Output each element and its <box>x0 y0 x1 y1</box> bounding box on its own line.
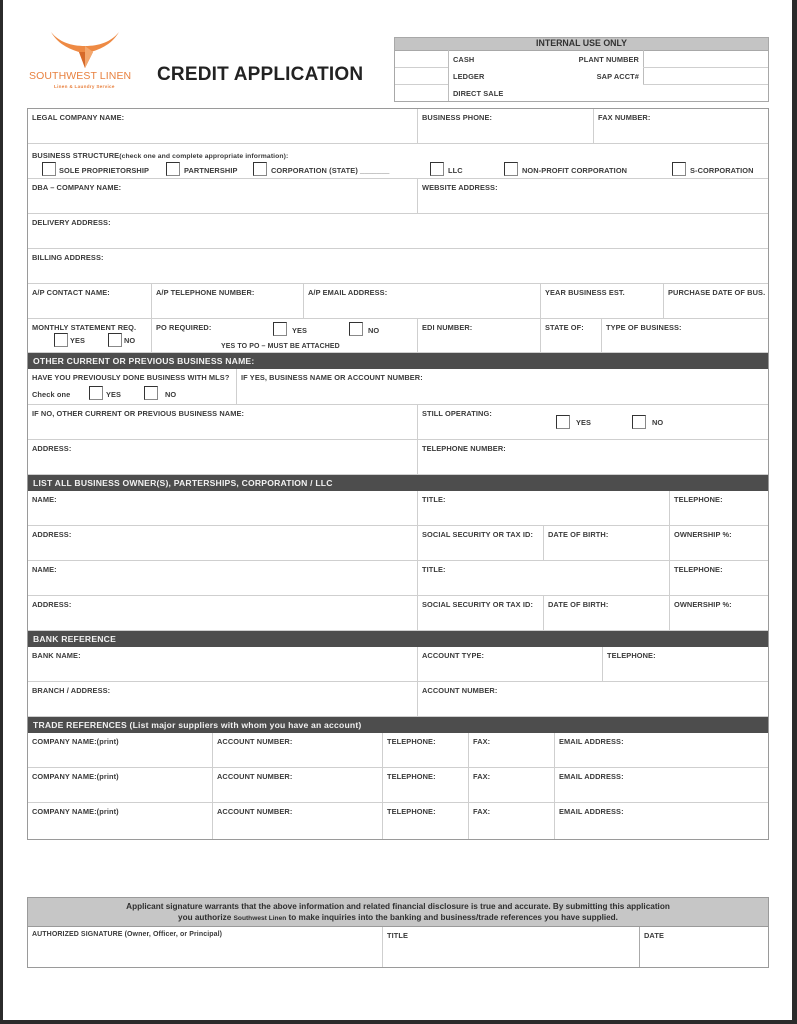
trade-3-account-number-field[interactable]: ACCOUNT NUMBER: <box>213 803 383 839</box>
internal-use-heading: INTERNAL USE ONLY <box>395 38 768 51</box>
po-required-no-checkbox[interactable] <box>349 322 363 336</box>
authorized-signature-field[interactable]: AUTHORIZED SIGNATURE (Owner, Officer, or Principal) <box>28 927 383 967</box>
disclaimer-line-2: you authorize Southwest Linen to make inquiries into the banking and business/trade references you have supplied. <box>178 912 618 922</box>
po-note: YES TO PO – MUST BE ATTACHED <box>221 343 340 350</box>
dba-company-name-field[interactable]: DBA – COMPANY NAME: <box>28 179 418 214</box>
logo-name: SOUTHWEST LINEN <box>29 70 132 82</box>
sap-acct-input[interactable] <box>644 68 768 84</box>
business-structure-label: BUSINESS STRUCTURE(check one and complete appropriate information): <box>32 151 289 160</box>
owner-1-title-field[interactable]: TITLE: <box>418 491 670 526</box>
business-phone-field[interactable]: BUSINESS PHONE: <box>418 109 594 144</box>
trade-2-fax-field[interactable]: FAX: <box>469 768 555 803</box>
bank-telephone-field[interactable]: TELEPHONE: <box>603 647 768 682</box>
disclaimer <box>28 898 768 927</box>
owner-2-telephone-field[interactable]: TELEPHONE: <box>670 561 768 596</box>
trade-1-fax-field[interactable]: FAX: <box>469 733 555 768</box>
monthly-statement-yes-checkbox[interactable] <box>54 333 68 347</box>
plant-number-label: PLANT NUMBER <box>578 55 639 64</box>
still-operating-yes-checkbox[interactable] <box>556 415 570 429</box>
trade-3-company-name-field[interactable]: COMPANY NAME:(print) <box>28 803 213 839</box>
other-business-address-field[interactable]: ADDRESS: <box>28 440 418 475</box>
billing-address-field[interactable]: BILLING ADDRESS: <box>28 249 768 284</box>
trade-3-fax-field[interactable]: FAX: <box>469 803 555 839</box>
monthly-statement-section: MONTHLY STATEMENT REQ. YES NO <box>28 319 152 353</box>
purchase-date-field[interactable]: PURCHASE DATE OF BUS. <box>664 284 768 319</box>
website-address-field[interactable]: WEBSITE ADDRESS: <box>418 179 768 214</box>
fax-number-field[interactable]: FAX NUMBER: <box>594 109 768 144</box>
s-corporation-checkbox[interactable] <box>672 162 686 176</box>
previous-business-section: HAVE YOU PREVIOUSLY DONE BUSINESS WITH MLS? Check one YES NO <box>28 369 237 405</box>
owner-1-dob-field[interactable]: DATE OF BIRTH: <box>544 526 670 561</box>
owner-1-name-field[interactable]: NAME: <box>28 491 418 526</box>
owner-2-ownership-field[interactable]: OWNERSHIP %: <box>670 596 768 631</box>
trade-references-heading: TRADE REFERENCES (List major suppliers with whom you have an account) <box>28 717 768 733</box>
owners-heading: LIST ALL BUSINESS OWNER(S), PARTERSHIPS, CORPORATION / LLC <box>28 475 768 491</box>
credit-application-page <box>3 0 792 1020</box>
sap-acct-label: SAP ACCT# <box>596 72 639 81</box>
sole-proprietorship-checkbox[interactable] <box>42 162 56 176</box>
business-structure-section: BUSINESS STRUCTURE(check one and complete appropriate information): SOLE PROPRIETORSHIP PARTNERSHIP CORPORATION (STATE) _______ LLC NON-PROFIT CORPORATION S-CORPORATION <box>28 144 768 179</box>
owner-2-title-field[interactable]: TITLE: <box>418 561 670 596</box>
bank-account-number-field[interactable]: ACCOUNT NUMBER: <box>418 682 768 717</box>
ap-telephone-field[interactable]: A/P TELEPHONE NUMBER: <box>152 284 304 319</box>
trade-1-email-field[interactable]: EMAIL ADDRESS: <box>555 733 768 768</box>
cash-label: CASH <box>453 55 475 64</box>
owner-1-address-field[interactable]: ADDRESS: <box>28 526 418 561</box>
signature-title-field[interactable]: TITLE <box>383 927 640 967</box>
trade-1-telephone-field[interactable]: TELEPHONE: <box>383 733 469 768</box>
owner-1-telephone-field[interactable]: TELEPHONE: <box>670 491 768 526</box>
ap-contact-name-field[interactable]: A/P CONTACT NAME: <box>28 284 152 319</box>
credit-form <box>27 108 769 840</box>
ledger-label: LEDGER <box>453 72 485 81</box>
owner-1-ownership-field[interactable]: OWNERSHIP %: <box>670 526 768 561</box>
corporation-checkbox[interactable] <box>253 162 267 176</box>
branch-address-field[interactable]: BRANCH / ADDRESS: <box>28 682 418 717</box>
legal-company-name-field[interactable]: LEGAL COMPANY NAME: <box>28 109 418 144</box>
trade-2-telephone-field[interactable]: TELEPHONE: <box>383 768 469 803</box>
disclaimer-line-1: Applicant signature warrants that the above information and related financial disclosure is true and accurate. By submitting this application <box>126 902 670 911</box>
partnership-checkbox[interactable] <box>166 162 180 176</box>
trade-2-email-field[interactable]: EMAIL ADDRESS: <box>555 768 768 803</box>
year-business-est-field[interactable]: YEAR BUSINESS EST. <box>541 284 664 319</box>
owner-2-dob-field[interactable]: DATE OF BIRTH: <box>544 596 670 631</box>
southwest-linen-logo-icon <box>49 30 121 70</box>
type-of-business-field[interactable]: TYPE OF BUSINESS: <box>602 319 768 353</box>
non-profit-checkbox[interactable] <box>504 162 518 176</box>
direct-sale-input[interactable] <box>395 85 448 101</box>
ap-email-field[interactable]: A/P EMAIL ADDRESS: <box>304 284 541 319</box>
page-title: CREDIT APPLICATION <box>157 64 364 85</box>
previous-business-no-checkbox[interactable] <box>144 386 158 400</box>
po-required-yes-checkbox[interactable] <box>273 322 287 336</box>
signature-date-field[interactable]: DATE <box>644 931 664 940</box>
owner-2-address-field[interactable]: ADDRESS: <box>28 596 418 631</box>
ledger-input[interactable] <box>395 68 448 84</box>
trade-2-account-number-field[interactable]: ACCOUNT NUMBER: <box>213 768 383 803</box>
bank-reference-heading: BANK REFERENCE <box>28 631 768 647</box>
delivery-address-field[interactable]: DELIVERY ADDRESS: <box>28 214 768 249</box>
other-business-telephone-field[interactable]: TELEPHONE NUMBER: <box>418 440 768 475</box>
plant-number-input[interactable] <box>644 50 768 67</box>
owner-1-ssn-field[interactable]: SOCIAL SECURITY OR TAX ID: <box>418 526 544 561</box>
edi-number-field[interactable]: EDI NUMBER: <box>418 319 541 353</box>
direct-sale-label: DIRECT SALE <box>453 89 504 98</box>
po-required-section: PO REQUIRED: YES NO YES TO PO – MUST BE ATTACHED <box>152 319 418 353</box>
trade-3-email-field[interactable]: EMAIL ADDRESS: <box>559 807 624 816</box>
signature-block <box>27 897 769 968</box>
trade-3-telephone-field[interactable]: TELEPHONE: <box>383 803 469 839</box>
trade-1-account-number-field[interactable]: ACCOUNT NUMBER: <box>213 733 383 768</box>
owner-2-ssn-field[interactable]: SOCIAL SECURITY OR TAX ID: <box>418 596 544 631</box>
internal-use-box <box>394 37 769 102</box>
previous-business-yes-checkbox[interactable] <box>89 386 103 400</box>
account-type-field[interactable]: ACCOUNT TYPE: <box>418 647 603 682</box>
llc-checkbox[interactable] <box>430 162 444 176</box>
if-yes-business-field[interactable]: IF YES, BUSINESS NAME OR ACCOUNT NUMBER: <box>237 369 768 405</box>
bank-name-field[interactable]: BANK NAME: <box>28 647 418 682</box>
state-of-field[interactable]: STATE OF: <box>541 319 602 353</box>
trade-2-company-name-field[interactable]: COMPANY NAME:(print) <box>28 768 213 803</box>
disclaimer-brand: Southwest Linen <box>233 914 287 922</box>
still-operating-section: STILL OPERATING: YES NO <box>418 405 768 440</box>
owner-2-name-field[interactable]: NAME: <box>28 561 418 596</box>
if-no-business-name-field[interactable]: IF NO, OTHER CURRENT OR PREVIOUS BUSINESS NAME: <box>28 405 418 440</box>
cash-input[interactable] <box>395 50 448 67</box>
other-business-heading: OTHER CURRENT OR PREVIOUS BUSINESS NAME: <box>28 353 768 369</box>
monthly-statement-no-checkbox[interactable] <box>108 333 122 347</box>
logo-tagline: Linen & Laundry Service <box>54 84 115 89</box>
trade-1-company-name-field[interactable]: COMPANY NAME:(print) <box>28 733 213 768</box>
still-operating-no-checkbox[interactable] <box>632 415 646 429</box>
